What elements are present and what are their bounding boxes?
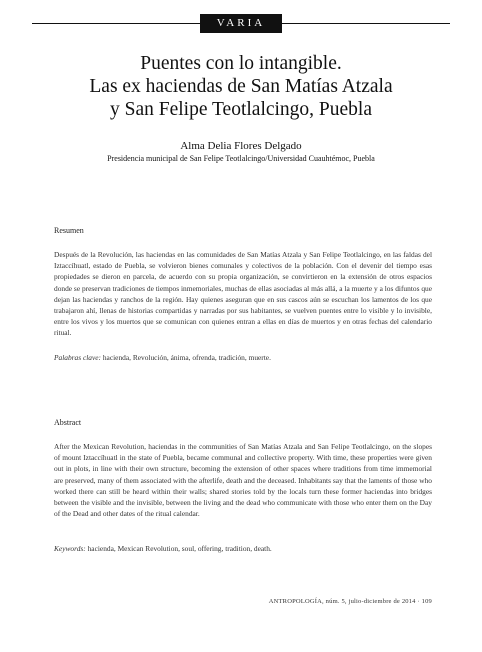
page-footer: ANTROPOLOGÍA, núm. 5, julio-diciembre de 2014 · 109	[268, 598, 432, 605]
title-line-1: Puentes con lo intangible.	[140, 53, 342, 74]
resumen-keywords-list: hacienda, Revolución, ánima, ofrenda, tradición, muerte.	[102, 353, 271, 362]
abstract-keywords-label: Keywords:	[54, 544, 86, 553]
abstract-text: After the Mexican Revolution, haciendas in the communities of San Matías Atzala and San Felipe Teotlalcingo, on the slopes of mount Iztaccíhuatl in the state of Puebla, became communal and collective property. With time, these properties were given out in plots, in line with their own structure, becoming the extension of other spaces where traditions from time immemorial are preserved, many of them associated with the afterlife, death and the deceased. Inhabitants say that the laments of those who worked there can still be heard within their walls; shared stories told by the locals turn these former haciendas into bridges between the visible and the invisible, between the living and the dead who communicate with those who enter them on the Day of the Dead and other dates of the ritual calendar.	[54, 442, 432, 519]
section-label: VARIA	[200, 14, 282, 33]
resumen-keywords	[54, 352, 432, 363]
author-name: Alma Delia Flores Delgado	[180, 140, 302, 152]
article-title	[40, 52, 442, 121]
resumen-heading: Resumen	[54, 226, 84, 235]
abstract-keywords	[54, 543, 432, 554]
abstract-keywords-list: hacienda, Mexican Revolution, soul, offering, tradition, death.	[87, 544, 272, 553]
resumen-text: Después de la Revolución, las haciendas en las comunidades de San Matías Atzala y San Felipe Teotlalcingo, en las faldas del Iztaccíhuatl, estado de Puebla, se volvieron bienes comunales y colectivos de la población. Con el devenir del tiempo esas propiedades se dieron en parcela, de acuerdo con su propia organización, se convirtieron en la extensión de otros espacios donde se preservan tradiciones de tiempos inmemoriales, muchas de ellas asociadas al más allá, a la muerte y a los difuntos que dejan las haciendas y ranchos de la región. Hay quienes aseguran que en sus cascos aún se escuchan los lamentos de los que trabajaron ahí, llenas de historias compartidas y narradas por sus habitantes, se vuelven puentes entre lo visible y lo invisible, entre los vivos y los muertos que se comunican con quienes entran a ellas en días de muertos y en otras fechas del calendario ritual.	[54, 250, 432, 338]
author-affiliation: Presidencia municipal de San Felipe Teotlalcingo/Universidad Cuauhtémoc, Puebla	[107, 154, 375, 163]
title-line-3: y San Felipe Teotlalcingo, Puebla	[109, 99, 373, 120]
resumen-keywords-label: Palabras clave:	[54, 353, 101, 362]
title-line-2: Las ex haciendas de San Matías Atzala	[89, 76, 393, 97]
abstract-heading: Abstract	[54, 418, 82, 427]
